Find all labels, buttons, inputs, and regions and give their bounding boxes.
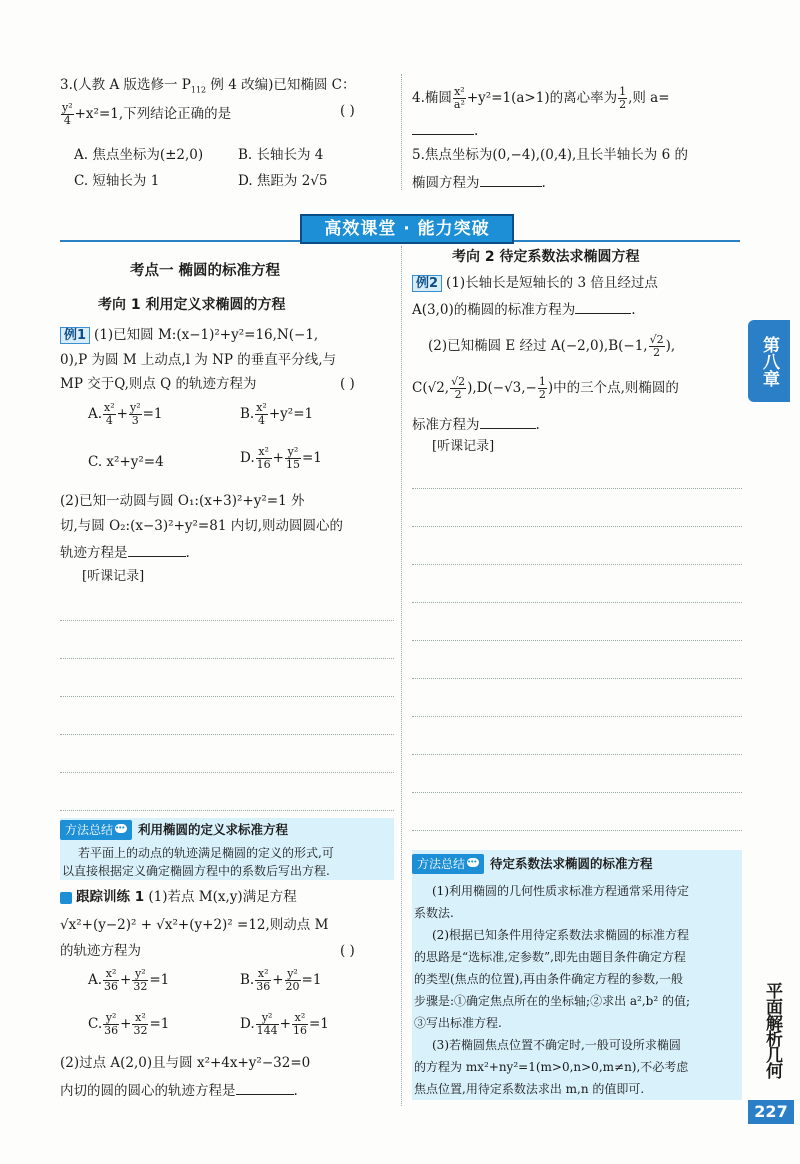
left-method-line1: 若平面上的动点的轨迹满足椭圆的定义的形式,可 xyxy=(78,846,334,860)
ex1-part2-line3: 轨迹方程是 . xyxy=(60,542,395,562)
ex2-part2-answer-blank[interactable] xyxy=(480,414,536,429)
right-note-line-10[interactable] xyxy=(412,830,742,831)
q5-line2: 椭圆方程为 . xyxy=(412,172,742,192)
track-option-a[interactable]: A. $\frac{\text{x²}}{36}$ + $\frac{\text{y²}}{32}$ =1 xyxy=(88,967,170,993)
track2-line2: 内切的圆的圆心的轨迹方程是 . xyxy=(60,1080,395,1100)
q3-line1: 3.(人教 A 版选修一 $P_{112}$ 例 4 改编)已知椭圆 C： xyxy=(60,77,356,95)
track-option-c[interactable]: C. $\frac{\text{y²}}{36}$ + $\frac{\text{x²}}{32}$ =1 xyxy=(88,1011,170,1037)
example1-tag: 例1 xyxy=(60,327,90,344)
example2-tag: 例2 xyxy=(412,275,442,292)
ex1-part2-line2: 切,与圆 O₂:(x−3)²+y²=81 内切,则动圆圆心的 xyxy=(60,518,343,534)
ex1-answer-paren[interactable]: ( ) xyxy=(340,376,355,392)
left-note-line-6[interactable] xyxy=(60,810,394,811)
left-note-line-3[interactable] xyxy=(60,696,394,697)
track-answer-paren[interactable]: ( ) xyxy=(340,943,355,959)
left-method-tag: 方法总结••• xyxy=(60,820,132,840)
top-divider xyxy=(401,74,402,190)
left-note-line-5[interactable] xyxy=(60,772,394,773)
ex1-option-b[interactable]: B. $\frac{\text{x²}}{4}$ +y²=1 xyxy=(240,401,314,427)
q5-line1: 5.焦点坐标为(0,−4),(0,4),且长半轴长为 6 的 xyxy=(412,147,688,163)
right-method-line2: 系数法. xyxy=(414,906,454,920)
left-note-line-4[interactable] xyxy=(60,734,394,735)
track-option-d[interactable]: D. $\frac{\text{y²}}{144}$ + $\frac{\text{x²}}{16}$ =1 xyxy=(240,1011,329,1037)
section-title: 考点一 椭圆的标准方程 xyxy=(130,263,281,279)
right-method-line4: 的思路是“选标准,定参数”,即先由题目条件确定方程 xyxy=(414,950,686,964)
right-method-line8: (3)若椭圆焦点位置不确定时,一般可设所求椭圆 xyxy=(432,1038,681,1052)
track-label: 跟踪训练 1 xyxy=(76,889,145,905)
speech-bubble-icon xyxy=(115,824,127,833)
ex1-line1: 例1 (1)已知圆 M:(x−1)²+y²=16,N(−1, xyxy=(60,326,395,344)
right-method-line10: 焦点位置,用待定系数法求出 m,n 的值即可. xyxy=(414,1082,645,1096)
track-line3: 的轨迹方程为 ( ) xyxy=(60,943,355,959)
subject-label: 平面解析几何 xyxy=(762,982,782,1078)
left-method-line2: 以直接根据定义确定椭圆方程中的系数后写出方程. xyxy=(62,864,330,878)
right-method-line1: (1)利用椭圆的几何性质求标准方程通常采用待定 xyxy=(432,884,689,898)
right-method-line7: ③写出标准方程. xyxy=(414,1016,502,1030)
right-note-line-9[interactable] xyxy=(412,792,742,793)
right-note-line-3[interactable] xyxy=(412,564,742,565)
q3-line2: $\frac{\text{y²}}{4}$ +x²=1,下列结论正确的是 ( ) xyxy=(62,101,355,127)
right-note-line-4[interactable] xyxy=(412,602,742,603)
track-line2: √x²+(y−2)² + √x²+(y+2)² =12,则动点 M xyxy=(60,917,329,933)
left-note-line-2[interactable] xyxy=(60,658,394,659)
track2-answer-blank[interactable] xyxy=(236,1080,294,1095)
q3-fraction: $\frac{\text{y²}}{4}$ xyxy=(62,101,73,127)
left-notes-label: [听课记录] xyxy=(82,569,145,584)
ex2-answer-blank[interactable] xyxy=(575,299,631,314)
right-note-line-1[interactable] xyxy=(412,488,742,489)
ex1-option-a[interactable]: A. $\frac{\text{x²}}{4}$ + $\frac{\text{y²}}{3}$ =1 xyxy=(88,401,163,427)
right-notes-label: [听课记录] xyxy=(432,439,495,454)
right-note-line-6[interactable] xyxy=(412,678,742,679)
direction2-title: 考向 2 待定系数法求椭圆方程 xyxy=(452,249,640,265)
right-method-header: 方法总结••• 待定系数法求椭圆的标准方程 xyxy=(412,854,653,874)
q4-line2: . xyxy=(412,120,742,140)
ex2-part2-line1: (2)已知椭圆 E 经过 A(−2,0),B(−1, $\frac{√2}{2}$ ), xyxy=(428,333,676,359)
ex2-part2-line3: 标准方程为 . xyxy=(412,414,742,434)
training-icon xyxy=(60,892,72,904)
direction1-title: 考向 1 利用定义求椭圆的方程 xyxy=(98,297,286,313)
page-number: 227 xyxy=(748,1100,794,1124)
section-banner: 高效课堂 · 能力突破 xyxy=(300,214,514,244)
ex1-part2-line1: (2)已知一动圆与圆 O₁:(x+3)²+y²=1 外 xyxy=(60,493,305,509)
right-note-line-2[interactable] xyxy=(412,526,742,527)
ex2-part2-line2: C(√2, $\frac{√2}{2}$ ),D(−√3,− $\frac{1}{2}$ )中的三个点,则椭圆的 xyxy=(412,375,679,401)
right-method-summary xyxy=(412,850,742,1100)
column-divider xyxy=(401,246,402,1106)
chapter-tab[interactable]: 第八章 xyxy=(748,320,790,402)
right-method-line6: 步骤是:①确定焦点所在的坐标轴;②求出 a²,b² 的值; xyxy=(414,994,691,1008)
q3-option-a[interactable]: A. 焦点坐标为(±2,0) xyxy=(74,147,204,163)
right-note-line-8[interactable] xyxy=(412,754,742,755)
right-method-line5: 的类型(焦点的位置),再由条件确定方程的参数,一般 xyxy=(414,972,683,986)
track2-line1: (2)过点 A(2,0)且与圆 x²+4x+y²−32=0 xyxy=(60,1055,311,1071)
ex1-line2: 0),P 为圆 M 上动点,l 为 NP 的垂直平分线,与 xyxy=(60,352,337,368)
q3-option-b[interactable]: B. 长轴长为 4 xyxy=(238,147,324,163)
q3-answer-paren[interactable]: ( ) xyxy=(340,103,355,119)
left-note-line-1[interactable] xyxy=(60,620,394,621)
right-method-line9: 的方程为 mx²+ny²=1(m>0,n>0,m≠n),不必考虑 xyxy=(414,1060,689,1074)
q3-option-c[interactable]: C. 短轴长为 1 xyxy=(74,173,160,189)
right-method-line3: (2)根据已知条件用待定系数法求椭圆的标准方程 xyxy=(432,928,689,942)
right-note-line-5[interactable] xyxy=(412,640,742,641)
left-method-summary xyxy=(60,818,394,880)
q4-fraction: $\frac{\text{x²}}{\text{a²}}$ xyxy=(453,85,465,111)
ex1-option-d[interactable]: D. $\frac{\text{x²}}{16}$ + $\frac{\text{y²}}{15}$ =1 xyxy=(240,445,322,471)
track-line1: 跟踪训练 1 (1)若点 M(x,y)满足方程 xyxy=(60,888,395,906)
q4-eccentricity: $\frac{1}{2}$ xyxy=(619,85,627,111)
ex2-line1: 例2 (1)长轴长是短轴长的 3 倍且经过点 xyxy=(412,274,742,292)
q3-option-d[interactable]: D. 焦距为 2√5 xyxy=(238,173,328,189)
ex1-part2-answer-blank[interactable] xyxy=(128,542,186,557)
right-method-tag: 方法总结••• xyxy=(412,854,484,874)
q4-line1: 4.椭圆 $\frac{\text{x²}}{\text{a²}}$ +y²=1(a>1)的离心率为 $\frac{1}{2}$ ,则 a= xyxy=(412,85,670,111)
q5-answer-blank[interactable] xyxy=(480,172,542,187)
right-note-line-7[interactable] xyxy=(412,716,742,717)
left-method-header: 方法总结••• 利用椭圆的定义求标准方程 xyxy=(60,820,288,840)
q4-answer-blank[interactable] xyxy=(412,120,474,135)
speech-bubble-icon xyxy=(467,858,479,867)
ex1-option-c[interactable]: C. x²+y²=4 xyxy=(88,454,164,470)
ex2-line2: A(3,0)的椭圆的标准方程为 . xyxy=(412,299,742,319)
track-option-b[interactable]: B. $\frac{\text{x²}}{36}$ + $\frac{\text{y²}}{20}$ =1 xyxy=(240,967,322,993)
ex1-line3: MP 交于Q,则点 Q 的轨迹方程为 ( ) xyxy=(60,376,355,392)
